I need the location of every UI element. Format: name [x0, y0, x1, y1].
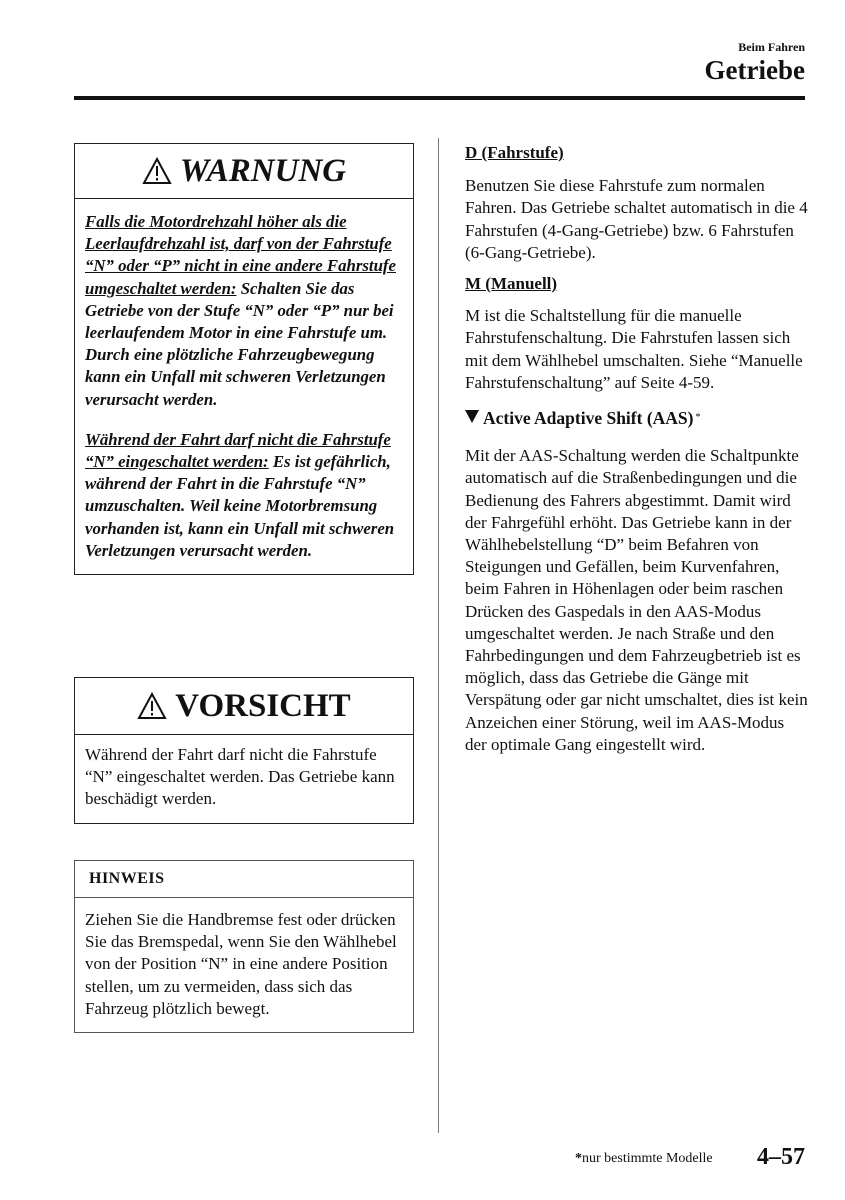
warning-condition: Falls die Motordrehzahl höher als die Leerlaufdrehzahl ist, darf von der Fahrstufe “N” oder “P” nicht in eine andere Fahrstufe umgeschaltet werden:	[85, 212, 396, 298]
m-text: M ist die Schaltstellung für die manuelle Fahrstufenschaltung. Die Fahrstufen lassen sich mit dem Wählhebel umschalten. Siehe “Manuelle Fahrstufenschaltung” auf Seite 4-59.	[465, 306, 803, 392]
warning-paragraph	[85, 429, 403, 562]
caution-title: VORSICHT	[175, 687, 351, 724]
page-number: 4–57	[757, 1144, 805, 1170]
caution-header	[75, 678, 413, 735]
footnote-text: nur bestimmte Modelle	[582, 1151, 713, 1166]
caution-text: Während der Fahrt darf nicht die Fahrstufe “N” eingeschaltet werden. Das Getriebe kann beschädigt werden.	[85, 745, 395, 809]
caution-box	[74, 677, 414, 824]
footnote	[575, 1151, 713, 1167]
d-heading: D (Fahrstufe)	[465, 143, 564, 162]
d-text: Benutzen Sie diese Fahrstufe zum normalen Fahren. Das Getriebe schaltet automatisch in die 4 Fahrstufen (4-Gang-Getriebe) bzw. 6 Fahrstufen (6-Gang-Getriebe).	[465, 176, 808, 262]
header-section-label: Beim Fahren	[738, 40, 805, 54]
footnote-mark: *	[575, 1151, 582, 1166]
warning-box	[74, 143, 414, 575]
warning-paragraph	[85, 211, 403, 411]
m-heading: M (Manuell)	[465, 274, 558, 294]
warning-body	[75, 199, 413, 574]
aas-text: Mit der AAS-Schaltung werden die Schaltpunkte automatisch auf die Straßenbedingungen und die Bedienung des Fahrers abgestimmt. Damit wird der Fahrgefühl erhöht. Das Getriebe kann in der Wählhebelstellung “D” beim Befahren von Steigungen und Gefällen, beim Kurvenfahren, beim Fahren in Höhenlagen oder beim raschen Drücken des Gaspedals in den AAS-Modus umgeschaltet werden. Je nach Straße und den Fahrbedingungen und dem Fahrzeugbetrieb ist es möglich, dass das Getriebe die Gänge mit Verspätung oder gar nicht umschaltet, dies ist kein Anzeichen einer Störung, weil im AAS-Modus der optimale Gang eingestellt wird.	[465, 446, 808, 754]
warning-condition: Während der Fahrt darf nicht die Fahrstufe “N” eingeschaltet werden:	[85, 429, 391, 472]
aas-heading	[465, 407, 810, 433]
warning-triangle-icon	[142, 157, 172, 185]
warning-header	[75, 144, 413, 199]
note-box	[74, 860, 414, 1033]
triangle-down-icon	[465, 410, 479, 423]
warning-title: WARNUNG	[179, 152, 347, 189]
header-rule	[74, 96, 805, 100]
warning-triangle-icon	[137, 692, 167, 720]
aas-heading-text: Active Adaptive Shift (AAS)	[483, 408, 694, 429]
note-title: HINWEIS	[75, 861, 413, 898]
aas-footnote-mark: *	[695, 412, 701, 424]
page-title: Getriebe	[704, 55, 805, 85]
right-column	[465, 142, 810, 756]
column-divider	[438, 138, 439, 1133]
warning-text: Schalten Sie das Getriebe von der Stufe “N” oder “P” nur bei leerlaufendem Motor in eine Fahrstufe um. Durch eine plötzliche Fahrzeugbewegung kann ein Unfall mit schweren Verletzungen verursacht werden.	[85, 278, 394, 409]
note-text: Ziehen Sie die Handbremse fest oder drücken Sie das Bremspedal, wenn Sie den Wählhebel von der Position “N” in eine andere Position stellen, um zu vermeiden, dass sich das Fahrzeug plötzlich bewegt.	[85, 910, 397, 1018]
warning-text: Es ist gefährlich, während der Fahrt in die Fahrstufe “N” umzuschalten. Weil keine Motorbremsung vorhanden ist, kann ein Unfall mit schweren Verletzungen verursacht werden.	[85, 452, 395, 560]
